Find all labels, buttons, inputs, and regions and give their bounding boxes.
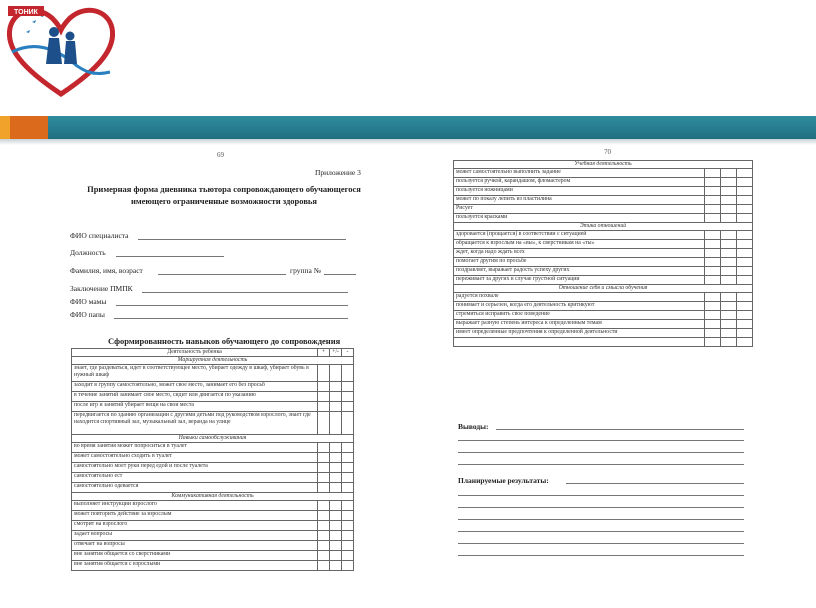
mark-cell[interactable] (721, 267, 737, 276)
mark-cell[interactable] (330, 392, 342, 402)
mark-cell[interactable] (705, 320, 721, 329)
section-heading: Отношение себя и смысла обучения (454, 285, 753, 293)
mark-cell[interactable] (705, 302, 721, 311)
mark-cell[interactable] (318, 561, 330, 571)
table-row (72, 382, 354, 392)
mark-cell[interactable] (721, 249, 737, 258)
form-title (74, 183, 374, 207)
mark-cell[interactable] (318, 365, 330, 382)
mark-cell[interactable] (330, 501, 342, 511)
activity-cell: после игр и занятий убирает вещи на свои места (72, 402, 318, 412)
mark-cell[interactable] (721, 231, 737, 240)
conclusions-line[interactable] (458, 440, 744, 441)
section-title: Сформированность навыков обучающего до сопровождения (108, 336, 341, 346)
mark-cell[interactable] (721, 311, 737, 320)
mark-cell[interactable] (705, 338, 721, 347)
table-row (72, 561, 354, 571)
mark-cell[interactable] (705, 249, 721, 258)
section-heading: Навыки самообслуживания (72, 435, 354, 443)
activity-cell: радуется похвале (454, 293, 705, 302)
mark-cell[interactable] (330, 473, 342, 483)
mark-cell[interactable] (342, 511, 354, 521)
activity-cell: может самостоятельно сходить в туалет (72, 453, 318, 463)
table-row (72, 463, 354, 473)
activity-cell: имеет определенные предпочтения к определенной деятельности (454, 329, 705, 338)
table-row (454, 320, 753, 329)
activity-cell: может по показу лепить из пластилина (454, 196, 705, 205)
table-header-row (72, 349, 354, 357)
mark-cell[interactable] (330, 531, 342, 541)
organization-logo (2, 2, 120, 102)
activity-cell: вне занятия общается со сверстниками (72, 551, 318, 561)
mark-cell[interactable] (318, 501, 330, 511)
table-row (72, 392, 354, 402)
table-row (454, 302, 753, 311)
field-specialist-line[interactable] (138, 239, 346, 240)
mark-cell[interactable] (737, 205, 753, 214)
mark-cell[interactable] (330, 551, 342, 561)
mark-cell[interactable] (721, 293, 737, 302)
activity-cell: смотрит на взрослого (72, 521, 318, 531)
section-heading: Маршрутная деятельность (72, 357, 354, 365)
table-row (72, 402, 354, 412)
table-row (454, 205, 753, 214)
table-section-row (72, 357, 354, 365)
mark-cell[interactable] (705, 293, 721, 302)
mark-cell[interactable] (721, 205, 737, 214)
table-row (72, 511, 354, 521)
mark-cell[interactable] (330, 511, 342, 521)
mark-cell[interactable] (721, 240, 737, 249)
mark-cell[interactable] (737, 338, 753, 347)
mark-cell[interactable] (342, 382, 354, 392)
mark-cell[interactable] (721, 196, 737, 205)
activity-cell: самостоятельно ест (72, 473, 318, 483)
field-specialist-label: ФИО специалиста (70, 231, 129, 240)
mark-cell[interactable] (318, 521, 330, 531)
mark-cell[interactable] (318, 551, 330, 561)
activity-cell (454, 338, 705, 347)
mark-cell[interactable] (737, 293, 753, 302)
form-title-line1: Примерная форма дневника тьютора сопровождающего обучающегося (87, 184, 361, 194)
table-section-row (454, 161, 753, 169)
field-pmpk-line[interactable] (142, 292, 348, 293)
mark-cell[interactable] (721, 258, 737, 267)
field-position-line[interactable] (116, 256, 224, 257)
planned-results-line[interactable] (458, 531, 744, 532)
field-father-label: ФИО папы (70, 310, 105, 319)
mark-cell[interactable] (330, 561, 342, 571)
mark-cell[interactable] (705, 276, 721, 285)
table-row (454, 196, 753, 205)
mark-cell[interactable] (705, 196, 721, 205)
table-section-row (454, 223, 753, 231)
mark-cell[interactable] (342, 463, 354, 473)
activity-cell: помогает другим по просьбе (454, 258, 705, 267)
mark-cell[interactable] (342, 402, 354, 412)
activity-cell: пользуется красками (454, 214, 705, 223)
table-row (454, 293, 753, 302)
mark-cell[interactable] (318, 402, 330, 412)
column-header-mark: - (342, 349, 354, 357)
table-row (454, 258, 753, 267)
activity-cell: может самостоятельно выполнить задание (454, 169, 705, 178)
mark-cell[interactable] (318, 443, 330, 453)
mark-cell[interactable] (330, 541, 342, 551)
table-row (72, 531, 354, 541)
mark-cell[interactable] (737, 240, 753, 249)
field-position-label: Должность (70, 248, 106, 257)
table-row (454, 169, 753, 178)
mark-cell[interactable] (318, 453, 330, 463)
mark-cell[interactable] (737, 311, 753, 320)
activity-cell: передвигается по зданию организации с другими детьми под руководством взрослого, знает где находится спортивный зал, музыкальный зал, веранда на улице (72, 412, 318, 435)
mark-cell[interactable] (342, 392, 354, 402)
field-student-label: Фамилия, имя, возраст (70, 266, 143, 275)
mark-cell[interactable] (737, 329, 753, 338)
mark-cell[interactable] (705, 231, 721, 240)
section-heading: Этика отношений (454, 223, 753, 231)
activity-cell: понимает и серьезен, когда его деятельность критикуют (454, 302, 705, 311)
mark-cell[interactable] (318, 473, 330, 483)
activity-cell: пользуется ручкой, карандашом, фломастером (454, 178, 705, 187)
mark-cell[interactable] (318, 483, 330, 493)
mark-cell[interactable] (705, 311, 721, 320)
mark-cell[interactable] (737, 276, 753, 285)
planned-results-line[interactable] (458, 519, 744, 520)
mark-cell[interactable] (342, 561, 354, 571)
planned-results-label: Планируемые результаты: (458, 476, 549, 485)
mark-cell[interactable] (721, 276, 737, 285)
field-pmpk-label: Заключение ПМПК (70, 284, 133, 293)
activity-cell: выражает разную степень интереса к определенным темам (454, 320, 705, 329)
mark-cell[interactable] (705, 169, 721, 178)
table-row (72, 483, 354, 493)
appendix-label: Приложение 3 (315, 168, 361, 177)
planned-results-line[interactable] (566, 483, 744, 484)
mark-cell[interactable] (318, 392, 330, 402)
mark-cell[interactable] (342, 551, 354, 561)
planned-results-line[interactable] (458, 495, 744, 496)
field-mother-label: ФИО мамы (70, 297, 107, 306)
mark-cell[interactable] (342, 531, 354, 541)
mark-cell[interactable] (737, 178, 753, 187)
mark-cell[interactable] (721, 187, 737, 196)
mark-cell[interactable] (342, 443, 354, 453)
mark-cell[interactable] (318, 412, 330, 435)
mark-cell[interactable] (342, 412, 354, 435)
heart-shape (9, 10, 112, 94)
table-section-row (454, 285, 753, 293)
table-row (454, 311, 753, 320)
table-row (72, 453, 354, 463)
table-row (72, 521, 354, 531)
column-header-mark: +/- (330, 349, 342, 357)
conclusions-label: Выводы: (458, 422, 489, 431)
mark-cell[interactable] (318, 382, 330, 392)
mark-cell[interactable] (318, 541, 330, 551)
mark-cell[interactable] (318, 531, 330, 541)
mark-cell[interactable] (342, 483, 354, 493)
skills-table (71, 348, 354, 571)
activity-cell: переживает за других в случае грустной ситуации (454, 276, 705, 285)
conclusions-line[interactable] (458, 464, 744, 465)
mark-cell[interactable] (737, 302, 753, 311)
mark-cell[interactable] (721, 329, 737, 338)
activity-cell: может повторить действие за взрослым (72, 511, 318, 521)
table-row (72, 473, 354, 483)
mark-cell[interactable] (737, 187, 753, 196)
mark-cell[interactable] (721, 214, 737, 223)
activity-cell: знает, где раздеваться, идет в соответствующее место, убирает одежду в шкаф, убирает обувь в нужный шкаф (72, 365, 318, 382)
page-number: 70 (604, 148, 611, 156)
activity-cell: поздравляет, выражает радость успеху других (454, 267, 705, 276)
activity-cell: ждет, когда надо ждать всех (454, 249, 705, 258)
mark-cell[interactable] (737, 214, 753, 223)
mark-cell[interactable] (330, 382, 342, 392)
table-row (72, 443, 354, 453)
mark-cell[interactable] (330, 463, 342, 473)
table-row (72, 365, 354, 382)
table-section-row (72, 493, 354, 501)
band-shadow (0, 139, 816, 145)
field-student-line[interactable] (158, 274, 286, 275)
table-row (454, 178, 753, 187)
mark-cell[interactable] (705, 258, 721, 267)
mark-cell[interactable] (705, 214, 721, 223)
mark-cell[interactable] (330, 365, 342, 382)
mark-cell[interactable] (330, 402, 342, 412)
activity-cell: задает вопросы (72, 531, 318, 541)
activity-cell: заходит в группу самостоятельно, может свое место, занимает его без просьб (72, 382, 318, 392)
table-row (454, 214, 753, 223)
table-row (72, 541, 354, 551)
table-section-row (72, 435, 354, 443)
table-row (454, 187, 753, 196)
mark-cell[interactable] (318, 511, 330, 521)
mark-cell[interactable] (737, 267, 753, 276)
mark-cell[interactable] (705, 240, 721, 249)
activity-cell: в течение занятий занимает свое место, сидит или двигается по указанию (72, 392, 318, 402)
table-row (454, 231, 753, 240)
skills-table-continued (453, 160, 753, 347)
section-heading: Коммуникативная деятельность (72, 493, 354, 501)
mark-cell[interactable] (721, 178, 737, 187)
planned-results-line[interactable] (458, 555, 744, 556)
table-row (454, 329, 753, 338)
mark-cell[interactable] (705, 187, 721, 196)
activity-cell: стремиться исправить свое поведение (454, 311, 705, 320)
mark-cell[interactable] (737, 320, 753, 329)
mark-cell[interactable] (342, 521, 354, 531)
activity-cell: пользуется ножницами (454, 187, 705, 196)
mark-cell[interactable] (737, 231, 753, 240)
mark-cell[interactable] (330, 443, 342, 453)
mark-cell[interactable] (342, 453, 354, 463)
mark-cell[interactable] (330, 453, 342, 463)
mark-cell[interactable] (705, 329, 721, 338)
logo-text: ТОНИК (14, 9, 38, 16)
mark-cell[interactable] (705, 178, 721, 187)
column-header-mark: + (318, 349, 330, 357)
header-band (0, 116, 816, 139)
table-row (454, 240, 753, 249)
table-row (454, 267, 753, 276)
mark-cell[interactable] (737, 249, 753, 258)
mark-cell[interactable] (737, 258, 753, 267)
activity-cell: отвечает на вопросы (72, 541, 318, 551)
planned-results-line[interactable] (458, 507, 744, 508)
activity-cell: самостоятельно моет руки перед едой и после туалета (72, 463, 318, 473)
conclusions-line[interactable] (496, 429, 744, 430)
mark-cell[interactable] (342, 501, 354, 511)
planned-results-line[interactable] (458, 543, 744, 544)
mark-cell[interactable] (737, 196, 753, 205)
mark-cell[interactable] (721, 320, 737, 329)
activity-cell: самостоятельно одевается (72, 483, 318, 493)
activity-cell: здоровается (прощается) в соответствии с ситуацией (454, 231, 705, 240)
table-row (454, 276, 753, 285)
mark-cell[interactable] (342, 365, 354, 382)
page-number: 69 (217, 151, 224, 159)
column-header-activity: Деятельность ребенка (72, 349, 318, 357)
conclusions-line[interactable] (458, 452, 744, 453)
mark-cell[interactable] (330, 521, 342, 531)
mark-cell[interactable] (342, 473, 354, 483)
mark-cell[interactable] (342, 541, 354, 551)
mark-cell[interactable] (330, 412, 342, 435)
mark-cell[interactable] (721, 169, 737, 178)
activity-cell: вне занятия общается с взрослыми (72, 561, 318, 571)
table-row (72, 412, 354, 435)
table-row (72, 551, 354, 561)
field-father-line[interactable] (114, 318, 348, 319)
mark-cell[interactable] (705, 267, 721, 276)
field-group-line[interactable] (324, 274, 356, 275)
form-title-line2: имеющего ограниченные возможности здоровья (130, 196, 318, 206)
field-group-label: группа № (290, 266, 321, 275)
mark-cell[interactable] (721, 302, 737, 311)
section-heading: Учебная деятельность (454, 161, 753, 169)
mark-cell[interactable] (318, 463, 330, 473)
activity-cell: Рисует (454, 205, 705, 214)
mark-cell[interactable] (705, 205, 721, 214)
activity-cell: во время занятия может попроситься в туалет (72, 443, 318, 453)
table-row (72, 501, 354, 511)
mark-cell[interactable] (330, 483, 342, 493)
activity-cell: выполняет инструкции взрослого (72, 501, 318, 511)
activity-cell: обращается к взрослым на «вы», к сверстникам на «ты» (454, 240, 705, 249)
mark-cell[interactable] (737, 169, 753, 178)
field-mother-line[interactable] (116, 305, 348, 306)
mark-cell[interactable] (721, 338, 737, 347)
table-row (454, 249, 753, 258)
table-row (454, 338, 753, 347)
